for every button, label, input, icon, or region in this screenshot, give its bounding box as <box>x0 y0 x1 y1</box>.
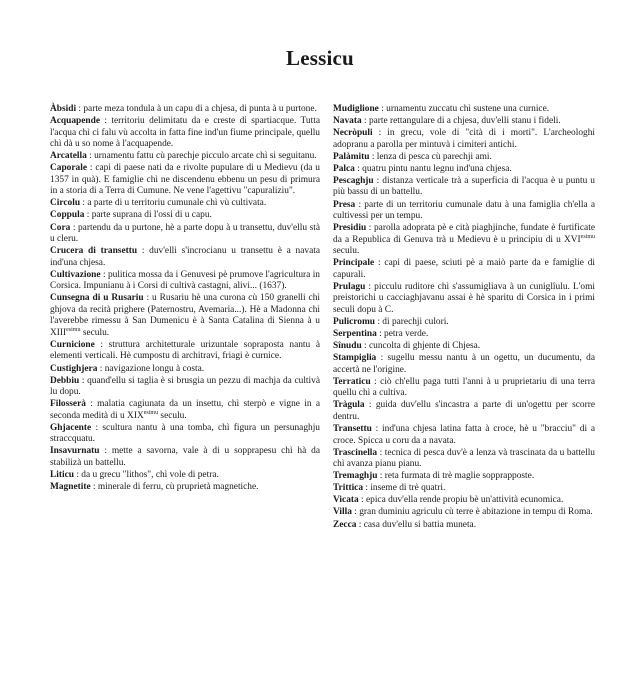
glossary-definition: : quand'ellu si taglia è si brusgia un pezzu di machja da cultivà lu dopu. <box>50 375 320 398</box>
glossary-entry <box>333 471 595 483</box>
glossary-entry <box>333 128 595 151</box>
glossary-term: Trittica <box>333 483 364 494</box>
glossary-definition: : reta furmata di trè maglie sopprapposte. <box>377 471 535 482</box>
glossary-definition: : urnamentu zuccatu chì sustene una curnice. <box>378 104 550 114</box>
glossary-definition-tail: seculu. <box>80 327 110 338</box>
glossary-definition: : da u grecu "lithos", chì vole di petra. <box>73 470 219 480</box>
glossary-definition: : cuncolta di ghjente di Chjesa. <box>361 341 481 352</box>
glossary-definition: : capi di paese, sciuti pè a maiò parte da e famiglie di capurali. <box>333 258 595 280</box>
glossary-term: Coppula <box>50 210 85 221</box>
glossary-term: Mudiglione <box>333 104 379 114</box>
glossary-term: Villa <box>333 507 352 518</box>
glossary-entry <box>50 364 320 376</box>
glossary-term: Palca <box>333 163 355 174</box>
glossary-term: Prulagu <box>333 281 366 292</box>
glossary-definition: : distanza verticale trà a superficia di l'acqua è u puntu u più bassu di un battellu. <box>333 175 595 198</box>
glossary-entry <box>50 423 320 446</box>
glossary-definition-tail: seculu. <box>158 410 187 421</box>
glossary-term: Insavurnatu <box>50 446 100 457</box>
glossary-entry <box>50 163 320 198</box>
glossary-column-left <box>50 104 320 494</box>
glossary-term: Circolu <box>50 198 81 209</box>
glossary-entry <box>50 223 320 246</box>
glossary-entry <box>50 482 320 494</box>
glossary-definition: : parte suprana di l'ossi di u capu. <box>84 210 212 221</box>
glossary-entry <box>333 200 595 223</box>
glossary-entry <box>333 424 595 447</box>
glossary-term: Àbsidi <box>50 104 77 114</box>
glossary-definition: : inseme di trè quatri. <box>363 483 446 494</box>
glossary-term: Necròpuli <box>333 128 373 139</box>
glossary-definition: : partendu da u purtone, hè a parte dopu à u transettu, duv'ellu stà u cleru. <box>50 222 320 245</box>
glossary-definition: : struttura architetturale urizuntale sopraposta nantu à elementi verticali. Hè cumpostu di architravi, friagi è curnice. <box>50 339 320 362</box>
glossary-definition: : in grecu, vole di "cità di i morti". L'archeologhi adopranu a parolla per mintuvà i cimiteri antichi. <box>333 128 595 150</box>
glossary-term: Tràgula <box>333 400 365 411</box>
glossary-term: Cora <box>50 222 71 233</box>
glossary-definition: : duv'elli s'incrocianu u transettu è a navata ind'una chjesa. <box>50 246 320 268</box>
glossary-term: Trascinella <box>333 447 378 458</box>
glossary-entry <box>50 293 320 339</box>
glossary-entry <box>50 446 320 469</box>
glossary-term: Terraticu <box>333 376 371 387</box>
glossary-term: Transettu <box>333 424 372 434</box>
glossary-entry <box>333 282 595 317</box>
glossary-term: Crucera di transettu <box>50 246 138 257</box>
glossary-entry <box>333 223 595 258</box>
glossary-term: Presa <box>333 199 356 210</box>
glossary-entry <box>50 399 320 422</box>
glossary-definition: : navigazione longu à costa. <box>97 363 205 374</box>
glossary-definition: : guida duv'ellu s'incastra a parte di un'ogettu per scorre dentru. <box>333 400 595 422</box>
glossary-term: Navata <box>333 116 362 127</box>
glossary-entry <box>333 164 595 176</box>
glossary-definition: : parolla adoprata pè e cità piaghjinche, fundate è furtificate da a Republica di Genuva trà u Medievu è u principiu di u XVI <box>333 223 595 245</box>
glossary-term: Magnetite <box>50 482 91 493</box>
glossary-definition: : pulitica mossa da i Genuvesi pè prumove l'agricultura in Corsica. Impunianu à i Corsi di cultivà castagni, alivi... (1637). <box>50 269 320 292</box>
glossary-definition: : lenza di pesca cù parechji ami. <box>369 151 492 162</box>
glossary-column-right <box>333 104 595 532</box>
glossary-definition: : tecnica di pesca duv'è a lenza và trascinata da u battellu chì avanza pianu pianu. <box>333 447 595 470</box>
glossary-entry <box>50 116 320 151</box>
glossary-entry <box>50 104 320 116</box>
glossary-term: Curnicione <box>50 339 95 350</box>
glossary-term: Stampiglia <box>333 353 377 364</box>
glossary-term: Presidiu <box>333 223 367 234</box>
glossary-definition: : territoriu delimitatu da e creste di spartiacque. Tutta l'acqua chì ci falu vù accolta in fatta fine ind'un fiume principale, quellu chì dà u so nome à l'acquapende. <box>50 116 320 150</box>
glossary-definition-tail: seculu. <box>333 246 360 257</box>
glossary-definition: : scultura nantu à una tomba, chì figura un persunaghju straccquatu. <box>50 422 320 445</box>
glossary-definition: : capi di paese nati da e rivolte pupulare di u Medievu (da u 1357 in quà). E famiglie chì ne discendenu ebbenu un pesu di primura in a storia di a Terra di Cumune. Ne vene l'agettivu "capuraliziu". <box>50 163 320 197</box>
glossary-term: Pescaghju <box>333 175 374 186</box>
glossary-definition: : parte rettangulare di a chjesa, duv'elli stanu i fideli. <box>361 116 561 127</box>
glossary-term: Tremaghju <box>333 471 378 482</box>
glossary-entry <box>333 400 595 423</box>
glossary-definition: : gran duminiu agriculu cù terre è abitazione in tempu di Roma. <box>351 507 593 518</box>
glossary-definition: : a parte di u territoriu cumunale chì vù cultivata. <box>80 198 267 209</box>
glossary-definition: : quatru pintu nantu legnu ind'una chjesa. <box>354 163 512 174</box>
glossary-term: Palàmitu <box>333 151 370 162</box>
glossary-entry <box>333 495 595 507</box>
page-title: Lessicu <box>286 46 354 70</box>
glossary-term: Sînudu <box>333 341 362 352</box>
glossary-entry <box>333 104 595 116</box>
glossary-definition: : malatia cagiunata da un insettu, chì sterpò e vigne in a seconda medità di u XIX <box>50 399 320 421</box>
glossary-entry <box>50 210 320 222</box>
glossary-definition: : casa duv'ellu si battia muneta. <box>356 519 477 530</box>
glossary-entry <box>333 258 595 281</box>
glossary-entry <box>333 152 595 164</box>
glossary-term: Serpentina <box>333 329 377 340</box>
glossary-term: Zecca <box>333 519 357 530</box>
glossary-definition: : parte meza tondula à un capu di a chjesa, di punta à u purtone. <box>76 104 317 114</box>
glossary-entry <box>333 116 595 128</box>
glossary-entry <box>333 377 595 400</box>
glossary-entry <box>333 341 595 353</box>
glossary-entry <box>50 470 320 482</box>
glossary-term: Vicata <box>333 495 359 506</box>
glossary-term: Cultivazione <box>50 269 101 280</box>
glossary-definition: : ind'una chjesa latina fatta à croce, hè u "bracciu" di a croce. Spicca u coru da a navata. <box>333 424 595 446</box>
glossary-term: Filosserà <box>50 399 86 410</box>
glossary-entry <box>333 448 595 471</box>
glossary-definition: : ciò ch'ellu paga tutti l'anni à u pruprietariu di una terra quellu chì a cultiva. <box>333 376 595 399</box>
glossary-definition: : minerale di ferru, cù pruprietà magnetiche. <box>90 482 259 493</box>
glossary-entry <box>50 270 320 293</box>
glossary-entry <box>50 376 320 399</box>
ordinal-superscript: esimu <box>580 233 595 240</box>
glossary-entry <box>333 317 595 329</box>
glossary-definition: : picculu ruditore chì s'assumigliava à un cuniglîulu. L'omi preistorichi u cacciaghjavanu assai è hè sparitu di Corsica in i primi seculi dopu à C. <box>333 281 595 315</box>
glossary-definition: : petra verde. <box>376 329 429 340</box>
glossary-term: Arcatella <box>50 151 87 162</box>
ordinal-superscript: esimu <box>66 326 81 333</box>
glossary-definition: : parte di un territoriu cumunale datu à una famiglia ch'ella a cultivessi per un tempu. <box>333 199 595 222</box>
glossary-term: Pulicromu <box>333 316 376 327</box>
glossary-entry <box>333 520 595 532</box>
glossary-definition: : epica duv'ella rende propiu bè un'attività ecunomica. <box>358 495 564 506</box>
glossary-entry <box>333 176 595 199</box>
glossary-definition: : urnamentu fattu cù parechje picculo arcate chì si seguitanu. <box>86 151 317 162</box>
glossary-definition: : u Rusariu hè una curona cù 150 granelli chì ghjova da recità prighere (Paternostru, Avemaria...). Hè a Madonna chì l'averebbe rimessu à San Dumenicu è à Santa Catalina di Sienna à u XIII <box>50 293 320 338</box>
glossary-term: Principale <box>333 258 375 269</box>
glossary-term: Custighjera <box>50 363 98 374</box>
glossary-term: Cunsegna di u Rusariu <box>50 293 144 304</box>
glossary-entry <box>50 198 320 210</box>
glossary-entry <box>50 151 320 163</box>
glossary-term: Debbiu <box>50 375 80 386</box>
glossary-entry <box>50 340 320 363</box>
glossary-definition: : mette a savorna, vale à di u sopprapesu chì hà da stabilizà un battellu. <box>50 446 320 468</box>
glossary-entry <box>333 507 595 519</box>
glossary-definition: : sugellu messu nantu à un ogettu, un ducumentu, da accertà ne l'origine. <box>333 353 595 375</box>
glossary-definition: : di parechji culori. <box>375 316 449 327</box>
glossary-term: Caporale <box>50 163 87 174</box>
glossary-term: Ghjacente <box>50 422 92 433</box>
glossary-entry <box>333 483 595 495</box>
glossary-entry <box>333 353 595 376</box>
ordinal-superscript: esimu <box>143 409 159 416</box>
glossary-term: Liticu <box>50 470 74 480</box>
glossary-entry <box>50 246 320 269</box>
glossary-term: Acquapende <box>50 116 101 127</box>
glossary-entry <box>333 329 595 341</box>
